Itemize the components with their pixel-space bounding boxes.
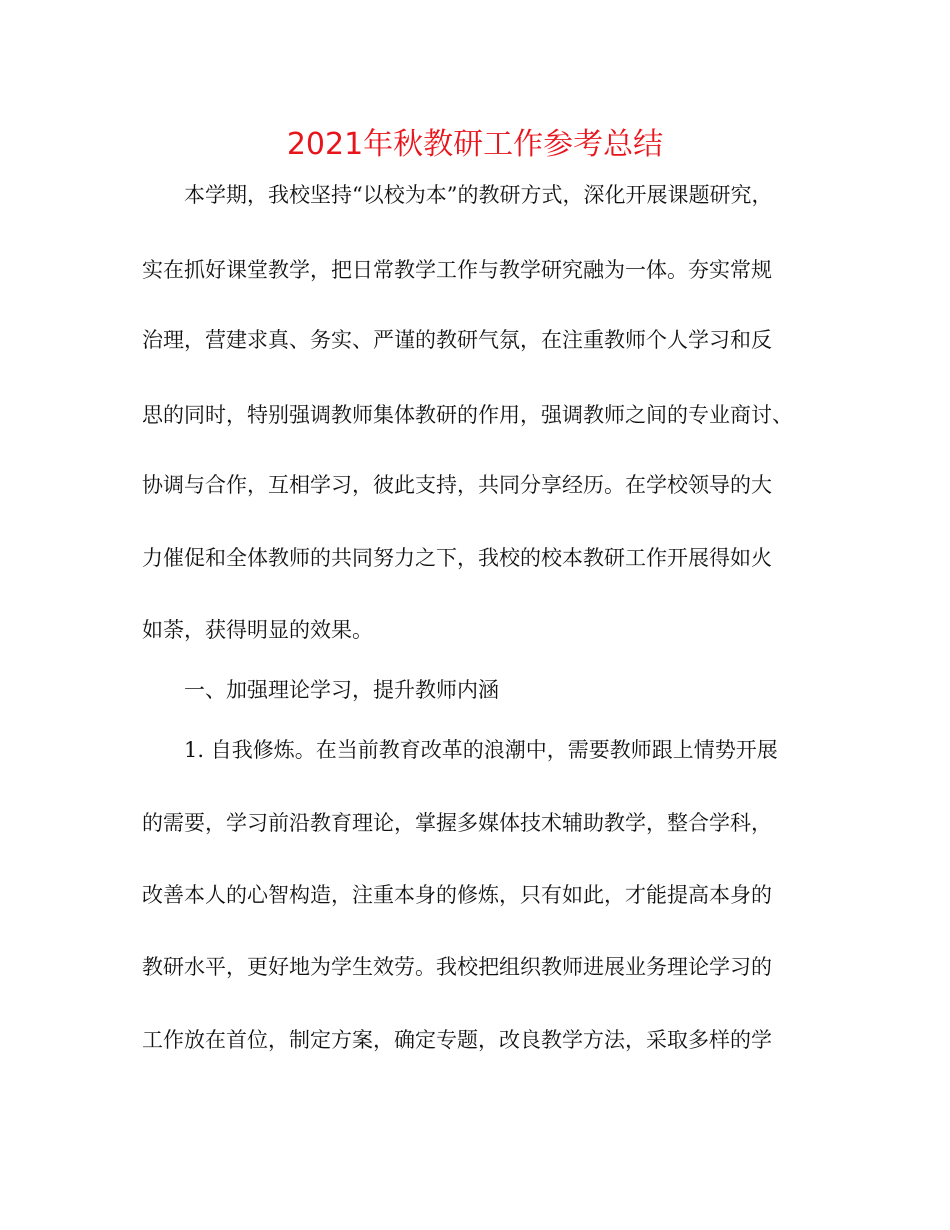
paragraph-line-12: 工作放在首位，制定方案，确定专题，改良教学方法，采取多样的学 bbox=[142, 1028, 772, 1052]
document-title: 2021年秋教研工作参考总结 bbox=[286, 127, 664, 162]
paragraph-line-10: 改善本人的心智构造，注重本身的修炼，只有如此，才能提高本身的 bbox=[142, 883, 772, 907]
paragraph-line-3: 治理，营建求真、务实、严谨的教研气氛，在注重教师个人学习和反 bbox=[142, 328, 772, 352]
paragraph-line-5: 协调与合作，互相学习，彼此支持，共同分享经历。在学校领导的大 bbox=[142, 473, 772, 497]
paragraph-line-7: 如荼，获得明显的效果。 bbox=[142, 618, 373, 642]
paragraph-line-9: 的需要，学习前沿教育理论，掌握多媒体技术辅助教学，整合学科， bbox=[142, 811, 772, 835]
paragraph-line-6: 力催促和全体教师的共同努力之下，我校的校本教研工作开展得如火 bbox=[142, 546, 772, 570]
paragraph-line-11: 教研水平，更好地为学生效劳。我校把组织教师进展业务理论学习的 bbox=[142, 955, 772, 979]
paragraph-line-4: 思的同时，特别强调教师集体教研的作用，强调教师之间的专业商讨、 bbox=[142, 403, 793, 427]
paragraph-line-2: 实在抓好课堂教学，把日常教学工作与教学研究融为一体。夯实常规 bbox=[142, 258, 772, 282]
paragraph-line-1: 本学期，我校坚持“以校为本”的教研方式，深化开展课题研究， bbox=[184, 183, 773, 207]
section-heading-1: 一、加强理论学习，提升教师内涵 bbox=[184, 678, 499, 702]
paragraph-line-8: 1. 自我修炼。在当前教育改革的浪潮中，需要教师跟上情势开展 bbox=[184, 738, 778, 762]
